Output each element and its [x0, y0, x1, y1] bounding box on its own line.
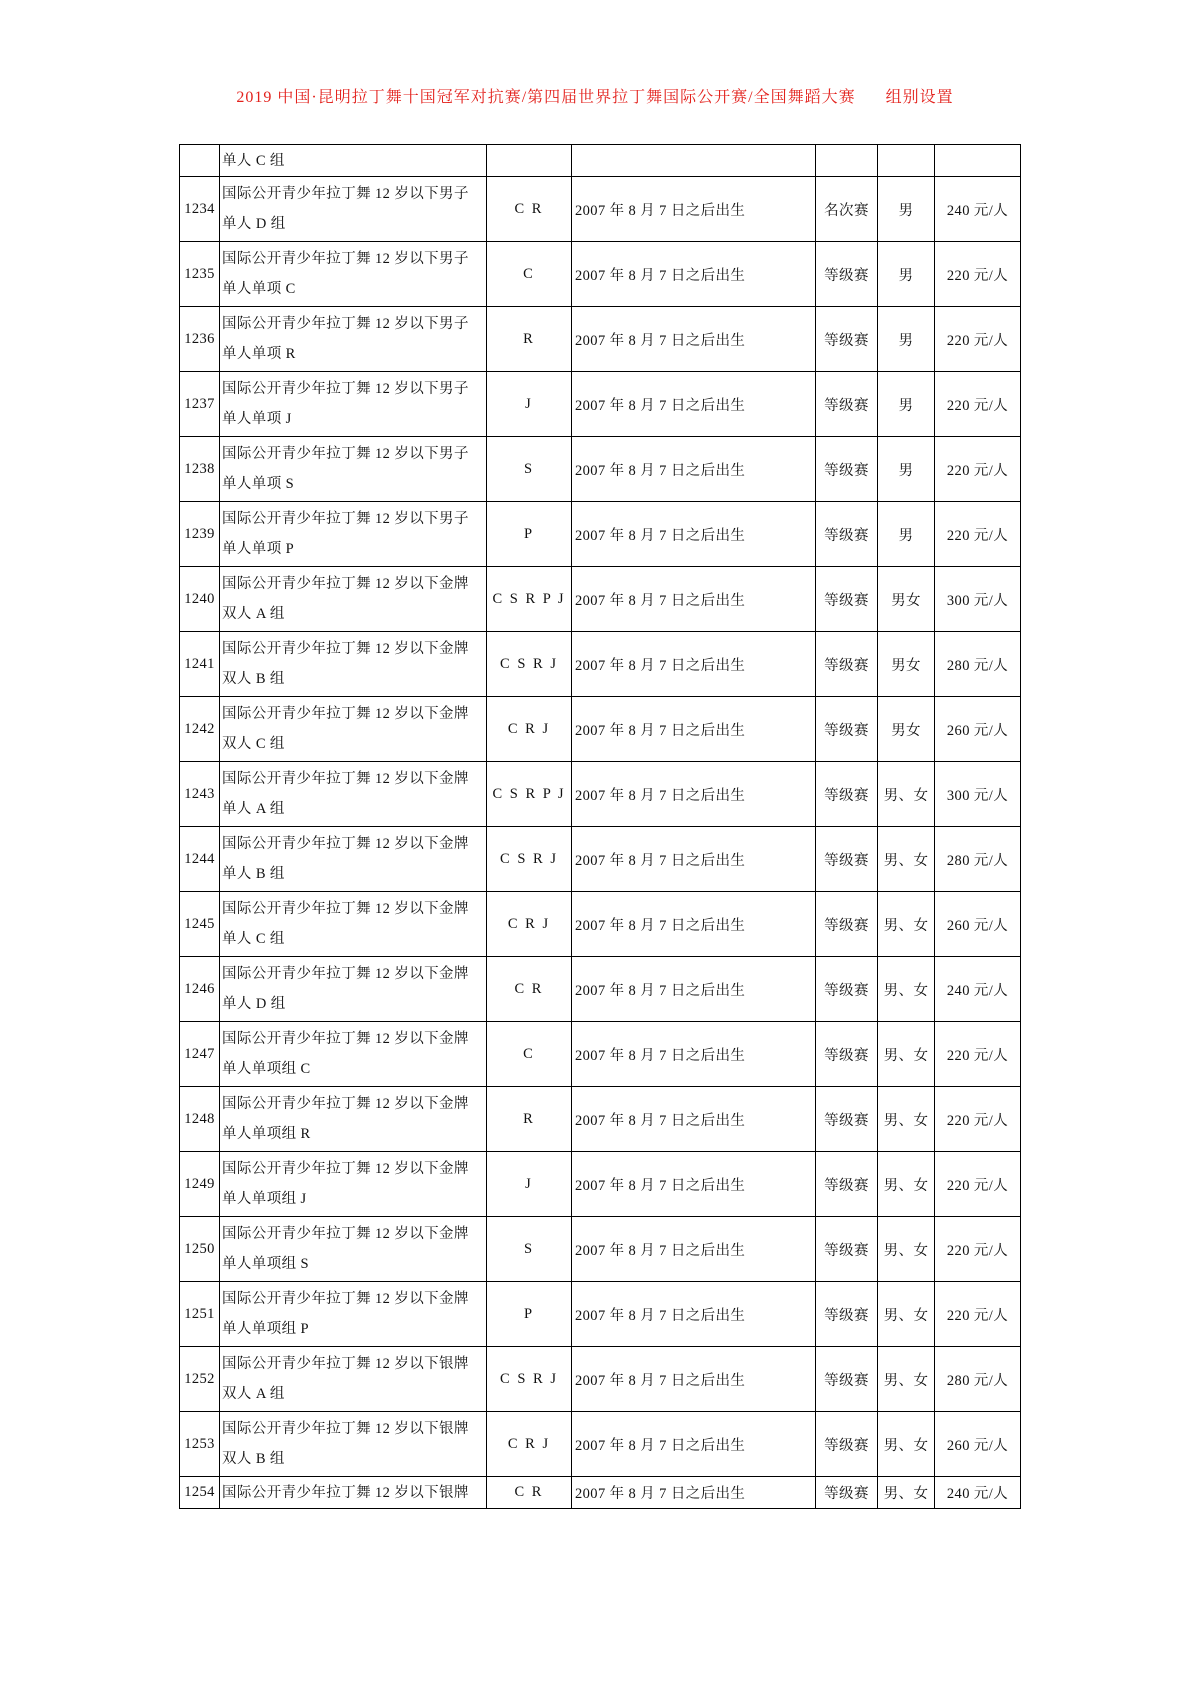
group-name: [220, 372, 487, 437]
gender: 男、女: [878, 762, 935, 827]
dances: C R: [487, 177, 572, 242]
row-number: 1237: [180, 372, 220, 437]
table-row: [180, 372, 1021, 437]
competition-type: 等级赛: [816, 697, 878, 762]
fee: 280 元/人: [935, 827, 1021, 892]
group-name-line: 双人 C 组: [222, 736, 285, 752]
group-name-line: 国际公开青少年拉丁舞 12 岁以下金牌: [222, 1096, 469, 1112]
row-number: 1253: [180, 1412, 220, 1477]
group-name: [220, 437, 487, 502]
group-name-line: 单人单项组 P: [222, 1321, 309, 1337]
row-number: 1238: [180, 437, 220, 502]
group-name-line: 国际公开青少年拉丁舞 12 岁以下金牌: [222, 576, 469, 592]
group-name-line: 单人单项 C: [222, 281, 296, 297]
dances: P: [487, 502, 572, 567]
table-row: [180, 1477, 1021, 1509]
competition-type: 等级赛: [816, 957, 878, 1022]
group-name-line: 双人 A 组: [222, 606, 285, 622]
eligibility: 2007 年 8 月 7 日之后出生: [572, 762, 816, 827]
gender: 男: [878, 437, 935, 502]
fee: 260 元/人: [935, 697, 1021, 762]
eligibility: 2007 年 8 月 7 日之后出生: [572, 1087, 816, 1152]
group-name-line: 国际公开青少年拉丁舞 12 岁以下金牌: [222, 771, 469, 787]
row-number: 1245: [180, 892, 220, 957]
group-name-line: 双人 B 组: [222, 671, 285, 687]
group-name: [220, 1217, 487, 1282]
gender: 男、女: [878, 957, 935, 1022]
dances: C S R J: [487, 827, 572, 892]
fee: 240 元/人: [935, 957, 1021, 1022]
competition-type: 名次赛: [816, 177, 878, 242]
fee: 220 元/人: [935, 502, 1021, 567]
eligibility: 2007 年 8 月 7 日之后出生: [572, 957, 816, 1022]
dances: C: [487, 1022, 572, 1087]
group-name-line: 国际公开青少年拉丁舞 12 岁以下金牌: [222, 1161, 469, 1177]
row-number: 1246: [180, 957, 220, 1022]
fee: 220 元/人: [935, 242, 1021, 307]
dances: C R: [487, 1477, 572, 1509]
gender: 男: [878, 242, 935, 307]
group-table-body: [180, 145, 1021, 1509]
dances: C S R P J: [487, 762, 572, 827]
dances: P: [487, 1282, 572, 1347]
eligibility: 2007 年 8 月 7 日之后出生: [572, 1217, 816, 1282]
group-name-line: 国际公开青少年拉丁舞 12 岁以下金牌: [222, 901, 469, 917]
group-name-line: 国际公开青少年拉丁舞 12 岁以下银牌: [222, 1484, 469, 1501]
eligibility: 2007 年 8 月 7 日之后出生: [572, 1152, 816, 1217]
gender: [878, 145, 935, 177]
eligibility: 2007 年 8 月 7 日之后出生: [572, 242, 816, 307]
group-name: [220, 307, 487, 372]
competition-type: 等级赛: [816, 242, 878, 307]
group-name-line: 单人单项组 S: [222, 1256, 309, 1272]
competition-type: 等级赛: [816, 1152, 878, 1217]
table-row: [180, 632, 1021, 697]
dances: C S R J: [487, 632, 572, 697]
competition-type: 等级赛: [816, 1477, 878, 1509]
competition-type: 等级赛: [816, 567, 878, 632]
dances: S: [487, 1217, 572, 1282]
competition-type: [816, 145, 878, 177]
dances: C R J: [487, 697, 572, 762]
group-name-line: 单人单项组 R: [222, 1126, 311, 1142]
row-number: 1239: [180, 502, 220, 567]
row-number: 1244: [180, 827, 220, 892]
group-name-line: 国际公开青少年拉丁舞 12 岁以下金牌: [222, 836, 469, 852]
table-row: [180, 567, 1021, 632]
gender: 男、女: [878, 1022, 935, 1087]
group-name-line: 国际公开青少年拉丁舞 12 岁以下金牌: [222, 1031, 469, 1047]
group-name: [220, 502, 487, 567]
eligibility: 2007 年 8 月 7 日之后出生: [572, 307, 816, 372]
table-row: [180, 242, 1021, 307]
group-name-line: 单人单项组 J: [222, 1191, 307, 1207]
group-name-line: 国际公开青少年拉丁舞 12 岁以下银牌: [222, 1421, 469, 1437]
eligibility: [572, 145, 816, 177]
group-name: [220, 697, 487, 762]
competition-type: 等级赛: [816, 1347, 878, 1412]
group-name: [220, 957, 487, 1022]
group-table: [179, 144, 1021, 1509]
table-row: [180, 1347, 1021, 1412]
table-row: [180, 827, 1021, 892]
table-row: [180, 762, 1021, 827]
eligibility: 2007 年 8 月 7 日之后出生: [572, 177, 816, 242]
eligibility: 2007 年 8 月 7 日之后出生: [572, 892, 816, 957]
dances: R: [487, 307, 572, 372]
page-title-main: 2019 中国·昆明拉丁舞十国冠军对抗赛/第四届世界拉丁舞国际公开赛/全国舞蹈大赛: [236, 89, 856, 106]
row-number: 1234: [180, 177, 220, 242]
competition-type: 等级赛: [816, 632, 878, 697]
competition-type: 等级赛: [816, 762, 878, 827]
dances: R: [487, 1087, 572, 1152]
table-row: [180, 1022, 1021, 1087]
table-row: [180, 1152, 1021, 1217]
fee: 220 元/人: [935, 372, 1021, 437]
competition-type: 等级赛: [816, 372, 878, 437]
group-name-line: 国际公开青少年拉丁舞 12 岁以下男子: [222, 381, 469, 397]
competition-type: 等级赛: [816, 1412, 878, 1477]
gender: 男、女: [878, 1412, 935, 1477]
fee: 280 元/人: [935, 632, 1021, 697]
row-number: 1251: [180, 1282, 220, 1347]
eligibility: 2007 年 8 月 7 日之后出生: [572, 1022, 816, 1087]
row-number: 1235: [180, 242, 220, 307]
group-name-line: 国际公开青少年拉丁舞 12 岁以下男子: [222, 446, 469, 462]
row-number: 1254: [180, 1477, 220, 1509]
dances: C R J: [487, 892, 572, 957]
group-name-line: 单人单项 J: [222, 411, 292, 427]
group-name: [220, 242, 487, 307]
group-name-line: 单人单项组 C: [222, 1061, 311, 1077]
table-row: [180, 307, 1021, 372]
dances: C S R J: [487, 1347, 572, 1412]
group-name: [220, 1477, 487, 1509]
table-row: [180, 1217, 1021, 1282]
fee: 240 元/人: [935, 1477, 1021, 1509]
group-name-line: 国际公开青少年拉丁舞 12 岁以下男子: [222, 186, 469, 202]
group-name-line: 单人 C 组: [222, 931, 285, 947]
gender: 男、女: [878, 1087, 935, 1152]
gender: 男女: [878, 632, 935, 697]
group-name: [220, 1152, 487, 1217]
group-name-line: 单人 C 组: [222, 152, 285, 169]
table-row: [180, 697, 1021, 762]
group-name-line: 国际公开青少年拉丁舞 12 岁以下银牌: [222, 1356, 469, 1372]
group-name: [220, 1087, 487, 1152]
fee: 260 元/人: [935, 892, 1021, 957]
gender: 男、女: [878, 1217, 935, 1282]
competition-type: 等级赛: [816, 1087, 878, 1152]
gender: 男、女: [878, 1347, 935, 1412]
group-name-line: 国际公开青少年拉丁舞 12 岁以下男子: [222, 251, 469, 267]
fee: 220 元/人: [935, 1282, 1021, 1347]
gender: 男: [878, 307, 935, 372]
group-name-line: 国际公开青少年拉丁舞 12 岁以下金牌: [222, 966, 469, 982]
eligibility: 2007 年 8 月 7 日之后出生: [572, 1347, 816, 1412]
dances: J: [487, 1152, 572, 1217]
competition-type: 等级赛: [816, 502, 878, 567]
group-name-line: 国际公开青少年拉丁舞 12 岁以下金牌: [222, 706, 469, 722]
group-name: [220, 1282, 487, 1347]
competition-type: 等级赛: [816, 307, 878, 372]
row-number: 1241: [180, 632, 220, 697]
gender: 男女: [878, 697, 935, 762]
group-name: [220, 1347, 487, 1412]
table-row: [180, 957, 1021, 1022]
dances: J: [487, 372, 572, 437]
competition-type: 等级赛: [816, 892, 878, 957]
group-name: [220, 827, 487, 892]
table-row: [180, 437, 1021, 502]
fee: 240 元/人: [935, 177, 1021, 242]
fee: 220 元/人: [935, 307, 1021, 372]
eligibility: 2007 年 8 月 7 日之后出生: [572, 1282, 816, 1347]
table-row: [180, 892, 1021, 957]
group-name: [220, 177, 487, 242]
fee: 300 元/人: [935, 762, 1021, 827]
dances: C R: [487, 957, 572, 1022]
row-number: 1248: [180, 1087, 220, 1152]
table-row: [180, 1282, 1021, 1347]
group-name-line: 单人单项 R: [222, 346, 296, 362]
fee: [935, 145, 1021, 177]
gender: 男: [878, 502, 935, 567]
dances: C R J: [487, 1412, 572, 1477]
competition-type: 等级赛: [816, 1282, 878, 1347]
group-name-line: 国际公开青少年拉丁舞 12 岁以下金牌: [222, 1291, 469, 1307]
gender: 男: [878, 177, 935, 242]
gender: 男女: [878, 567, 935, 632]
group-name-line: 国际公开青少年拉丁舞 12 岁以下男子: [222, 511, 469, 527]
dances: [487, 145, 572, 177]
group-name: [220, 1412, 487, 1477]
eligibility: 2007 年 8 月 7 日之后出生: [572, 502, 816, 567]
fee: 260 元/人: [935, 1412, 1021, 1477]
gender: 男: [878, 372, 935, 437]
competition-type: 等级赛: [816, 1217, 878, 1282]
fee: 220 元/人: [935, 1087, 1021, 1152]
table-row: [180, 1087, 1021, 1152]
group-name-line: 单人 B 组: [222, 866, 285, 882]
group-name-line: 双人 B 组: [222, 1451, 285, 1467]
group-name-line: 单人 D 组: [222, 996, 286, 1012]
row-number: 1240: [180, 567, 220, 632]
group-name-line: 双人 A 组: [222, 1386, 285, 1402]
group-name: [220, 892, 487, 957]
fee: 280 元/人: [935, 1347, 1021, 1412]
fee: 220 元/人: [935, 1022, 1021, 1087]
dances: S: [487, 437, 572, 502]
group-name-line: 单人单项 P: [222, 541, 295, 557]
row-number: 1236: [180, 307, 220, 372]
eligibility: 2007 年 8 月 7 日之后出生: [572, 372, 816, 437]
group-name-line: 单人单项 S: [222, 476, 295, 492]
row-number: 1249: [180, 1152, 220, 1217]
group-name-line: 单人 D 组: [222, 216, 286, 232]
row-number: [180, 145, 220, 177]
gender: 男、女: [878, 827, 935, 892]
table-row: [180, 177, 1021, 242]
group-name: [220, 632, 487, 697]
fee: 220 元/人: [935, 1152, 1021, 1217]
fee: 300 元/人: [935, 567, 1021, 632]
row-number: 1243: [180, 762, 220, 827]
gender: 男、女: [878, 1152, 935, 1217]
eligibility: 2007 年 8 月 7 日之后出生: [572, 437, 816, 502]
gender: 男、女: [878, 1282, 935, 1347]
group-name: [220, 1022, 487, 1087]
fee: 220 元/人: [935, 1217, 1021, 1282]
competition-type: 等级赛: [816, 827, 878, 892]
competition-type: 等级赛: [816, 1022, 878, 1087]
fee: 220 元/人: [935, 437, 1021, 502]
dances: C: [487, 242, 572, 307]
eligibility: 2007 年 8 月 7 日之后出生: [572, 1477, 816, 1509]
table-row: [180, 502, 1021, 567]
group-name: [220, 762, 487, 827]
page-title-suffix: 组别设置: [885, 89, 954, 106]
eligibility: 2007 年 8 月 7 日之后出生: [572, 567, 816, 632]
eligibility: 2007 年 8 月 7 日之后出生: [572, 632, 816, 697]
group-name-line: 单人 A 组: [222, 801, 285, 817]
eligibility: 2007 年 8 月 7 日之后出生: [572, 697, 816, 762]
group-name: [220, 145, 487, 177]
group-name-line: 国际公开青少年拉丁舞 12 岁以下金牌: [222, 1226, 469, 1242]
eligibility: 2007 年 8 月 7 日之后出生: [572, 1412, 816, 1477]
row-number: 1250: [180, 1217, 220, 1282]
competition-type: 等级赛: [816, 437, 878, 502]
group-name-line: 国际公开青少年拉丁舞 12 岁以下金牌: [222, 641, 469, 657]
page-title: [0, 86, 1190, 110]
gender: 男、女: [878, 1477, 935, 1509]
group-name: [220, 567, 487, 632]
row-number: 1242: [180, 697, 220, 762]
dances: C S R P J: [487, 567, 572, 632]
gender: 男、女: [878, 892, 935, 957]
group-name-line: 国际公开青少年拉丁舞 12 岁以下男子: [222, 316, 469, 332]
table-row: [180, 1412, 1021, 1477]
eligibility: 2007 年 8 月 7 日之后出生: [572, 827, 816, 892]
row-number: 1247: [180, 1022, 220, 1087]
table-row: [180, 145, 1021, 177]
row-number: 1252: [180, 1347, 220, 1412]
